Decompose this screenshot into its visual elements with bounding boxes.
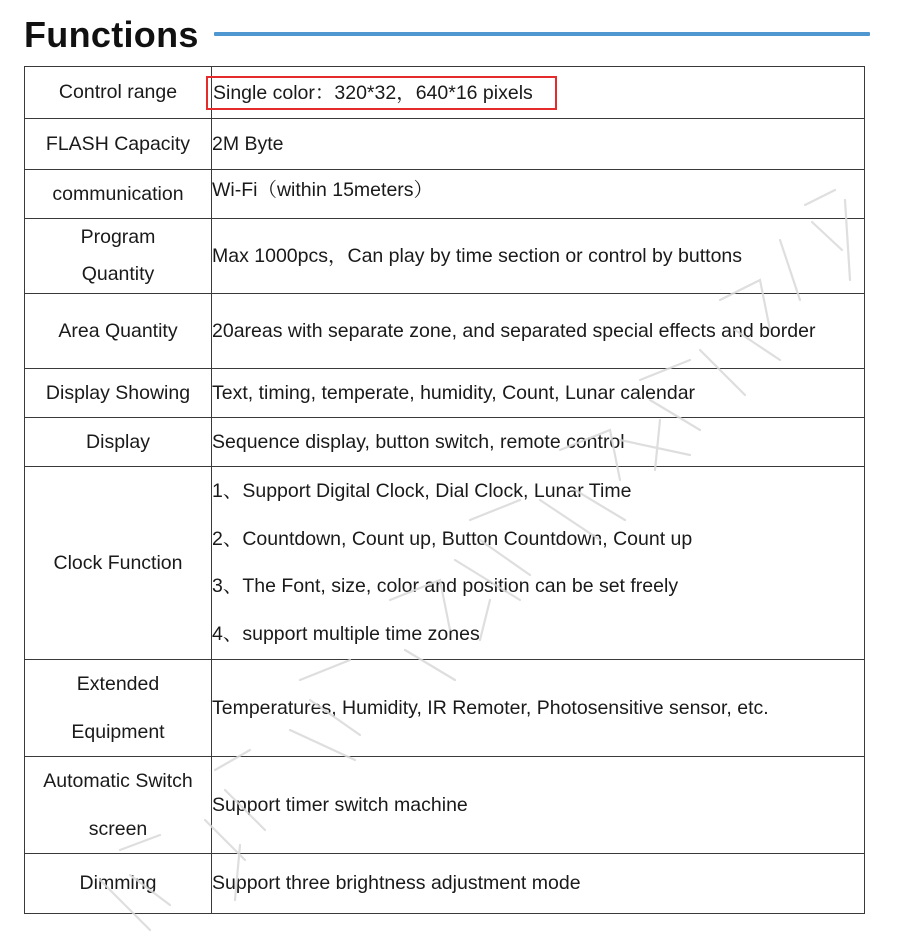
row-label: Display Showing	[25, 369, 212, 418]
list-item: 4、support multiple time zones	[212, 622, 480, 645]
row-value: Sequence display, button switch, remote control	[212, 418, 865, 467]
table-row	[25, 219, 865, 294]
section-header	[24, 12, 870, 60]
row-label-line: Extended	[76, 673, 160, 695]
row-value	[212, 67, 865, 119]
row-label: Control range	[25, 67, 212, 119]
table-row	[25, 369, 865, 418]
row-label	[25, 660, 212, 757]
page-title: Functions	[24, 14, 199, 55]
row-value: Max 1000pcs，Can play by time section or control by buttons	[212, 219, 865, 294]
list-item: 1、Support Digital Clock, Dial Clock, Lunar Time	[212, 480, 632, 502]
table-row	[25, 294, 865, 369]
title-divider	[214, 32, 870, 36]
row-value	[212, 467, 865, 660]
row-label: Area Quantity	[25, 294, 212, 369]
list-item: 3、The Font, size, color and position can be set freely	[212, 575, 679, 597]
row-label: communication	[25, 170, 212, 219]
row-value: Support three brightness adjustment mode	[212, 854, 865, 914]
table-row	[25, 467, 865, 660]
table-row	[25, 119, 865, 170]
row-label: Display	[25, 418, 212, 467]
row-label-line: Equipment	[71, 721, 165, 743]
table-row	[25, 67, 865, 119]
row-value: Text, timing, temperate, humidity, Count, Lunar calendar	[212, 369, 865, 418]
table-row	[25, 170, 865, 219]
row-label-line: Program	[80, 226, 156, 248]
table-row	[25, 757, 865, 854]
table-row	[25, 660, 865, 757]
row-value: Wi-Fi（within 15meters）	[212, 170, 865, 219]
table-row	[25, 418, 865, 467]
row-label-line: Quantity	[81, 263, 155, 285]
row-label-line: Automatic Switch	[43, 770, 193, 792]
row-value: Support timer switch machine	[212, 757, 865, 854]
row-label: Clock Function	[25, 467, 212, 660]
row-label	[25, 757, 212, 854]
row-label	[25, 219, 212, 294]
row-label: FLASH Capacity	[25, 119, 212, 170]
row-label-line: screen	[88, 818, 148, 840]
functions-table	[24, 66, 865, 914]
list-item: 2、Countdown, Count up, Button Countdown, Count up	[212, 527, 693, 550]
row-value: Temperatures, Humidity, IR Remoter, Photosensitive sensor, etc.	[212, 660, 865, 757]
highlighted-value: Single color：320*32，640*16 pixels	[206, 76, 557, 110]
row-value: 2M Byte	[212, 119, 865, 170]
row-value: 20areas with separate zone, and separated special effects and border	[212, 294, 865, 369]
table-row	[25, 854, 865, 914]
row-label: Dimming	[25, 854, 212, 914]
